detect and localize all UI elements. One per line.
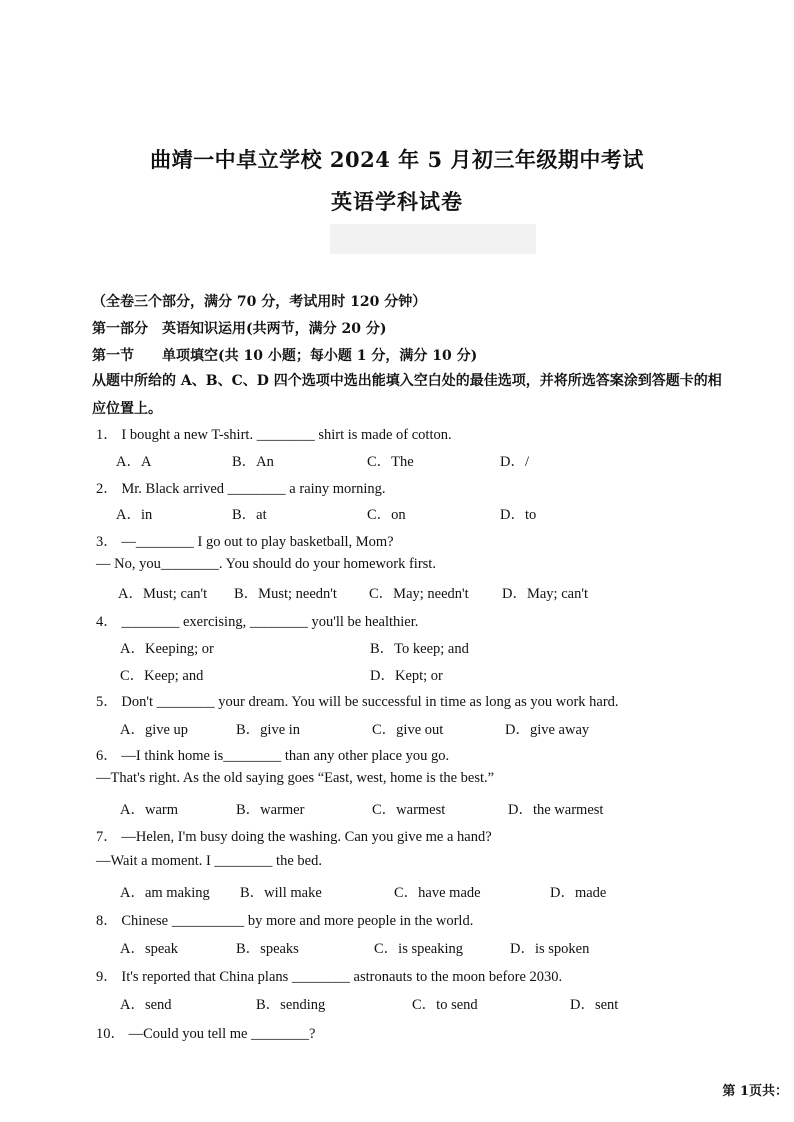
question-9-option-d: D．sent <box>570 997 619 1013</box>
question-2-option-d: D．to <box>500 507 537 523</box>
question-6-option-b: B．warmer <box>236 802 305 818</box>
question-4-option-c: C．Keep; and <box>120 668 204 684</box>
question-1-stem: 1． I bought a new T-shirt. ________ shirt is made of cotton. <box>96 427 452 443</box>
question-9-stem: 9． It's reported that China plans ________ astronauts to the moon before 2030. <box>96 969 563 985</box>
question-8-stem: 8． Chinese __________ by more and more people in the world. <box>96 913 474 929</box>
question-2-option-c: C．on <box>367 507 406 523</box>
question-3-stem: 3． —________ I go out to play basketball, Mom? <box>96 534 394 550</box>
question-2-option-a: A．in <box>116 507 153 523</box>
question-8-option-d: D．is spoken <box>510 941 590 957</box>
question-4-stem: 4． ________ exercising, ________ you'll be healthier. <box>96 614 419 630</box>
question-3-option-b: B．Must; needn't <box>234 586 337 602</box>
question-3-option-d: D．May; can't <box>502 586 588 602</box>
question-7-option-d: D．made <box>550 885 607 901</box>
question-6-stem: 6． —I think home is________ than any other place you go. <box>96 748 450 764</box>
question-2-stem: 2． Mr. Black arrived ________ a rainy morning. <box>96 481 386 497</box>
question-4-option-d: D．Kept; or <box>370 668 443 684</box>
directions-line-1: 从题中所给的 A、B、C、D 四个选项中选出能填入空白处的最佳选项，并将所选答案涂到答题卡的相 <box>92 373 722 389</box>
question-6-option-c: C．warmest <box>372 802 446 818</box>
redacted-band <box>330 224 536 254</box>
question-4-option-a: A．Keeping; or <box>120 641 214 657</box>
question-5-stem: 5． Don't ________ your dream. You will be successful in time as long as you work hard. <box>96 694 619 710</box>
exam-subtitle: 英语学科试卷 <box>331 189 463 214</box>
exam-title: 曲靖一中卓立学校 2024 年 5 月初三年级期中考试 <box>150 147 644 172</box>
question-9-option-a: A．send <box>120 997 172 1013</box>
question-3-reply: — No, you________. You should do your homework first. <box>96 556 436 572</box>
directions-line-2: 应位置上。 <box>92 401 162 417</box>
question-1-option-c: C．The <box>367 454 414 470</box>
question-6-option-d: D．the warmest <box>508 802 604 818</box>
question-10-stem: 10． —Could you tell me ________? <box>96 1026 316 1042</box>
exam-overview: （全卷三个部分，满分 70 分，考试用时 120 分钟） <box>92 294 427 310</box>
section-heading: 第一节 单项填空(共 10 小题；每小题 1 分，满分 10 分) <box>92 348 478 364</box>
question-6-reply: —That's right. As the old saying goes “East, west, home is the best.” <box>96 770 495 786</box>
question-2-option-b: B．at <box>232 507 267 523</box>
question-5-option-b: B．give in <box>236 722 301 738</box>
question-5-option-d: D．give away <box>505 722 590 738</box>
question-4-option-b: B．To keep; and <box>370 641 469 657</box>
part-heading: 第一部分 英语知识运用(共两节，满分 20 分) <box>92 321 387 337</box>
question-3-option-c: C．May; needn't <box>369 586 469 602</box>
question-7-option-b: B．will make <box>240 885 322 901</box>
question-7-stem: 7． —Helen, I'm busy doing the washing. Can you give me a hand? <box>96 829 492 845</box>
question-5-option-c: C．give out <box>372 722 444 738</box>
question-1-option-d: D．/ <box>500 454 529 470</box>
question-8-option-c: C．is speaking <box>374 941 464 957</box>
question-7-option-c: C．have made <box>394 885 481 901</box>
question-3-option-a: A．Must; can't <box>118 586 208 602</box>
question-6-option-a: A．warm <box>120 802 178 818</box>
question-1-option-a: A．A <box>116 454 152 470</box>
page-number: 第 1页共： <box>722 1084 788 1099</box>
question-1-option-b: B．An <box>232 454 274 470</box>
question-7-reply: —Wait a moment. I ________ the bed. <box>96 853 322 869</box>
question-9-option-c: C．to send <box>412 997 478 1013</box>
question-8-option-a: A．speak <box>120 941 178 957</box>
question-9-option-b: B．sending <box>256 997 326 1013</box>
question-5-option-a: A．give up <box>120 722 189 738</box>
question-7-option-a: A．am making <box>120 885 210 901</box>
question-8-option-b: B．speaks <box>236 941 299 957</box>
